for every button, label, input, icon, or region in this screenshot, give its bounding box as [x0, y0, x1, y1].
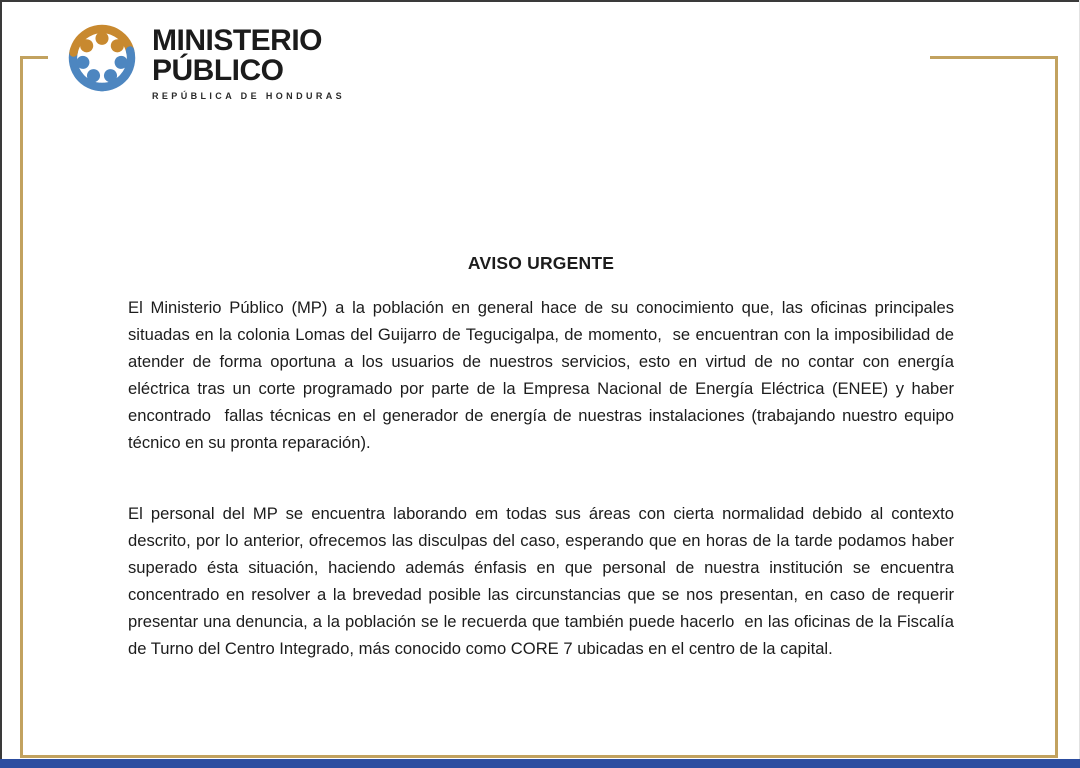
notice-title: AVISO URGENTE: [467, 253, 615, 273]
people-circle-icon: [60, 14, 144, 102]
logo-text-block: [152, 14, 345, 101]
scan-edge-top: [0, 0, 1080, 2]
frame-line-left: [20, 56, 23, 757]
logo-org-name-line1: MINISTERIO: [152, 24, 323, 57]
scan-edge-left: [0, 0, 2, 768]
notice-body: [128, 253, 959, 662]
notice-paragraph-1: El Ministerio Público (MP) a la población en general hace de su conocimiento que, las oficinas principales situadas en la colonia Lomas del Guijarro de Tegucigalpa, de momento, se encuentran con la imposibilidad de atender de forma oportuna a los usuarios de nuestros servicios, esto en virtud de no contar con energía eléctrica tras un corte programado por parte de la Empresa Nacional de Energía Eléctrica (ENEE) y haber encontrado fallas técnicas en el generador de energía de nuestras instalaciones (trabajando nuestro equipo técnico en su pronta reparación).: [128, 298, 959, 452]
footer-blue-bar: [0, 759, 1080, 768]
frame-line-bottom: [20, 755, 1058, 758]
notice-paragraph-2: El personal del MP se encuentra laborando em todas sus áreas con cierta normalidad debido al contexto descrito, por lo anterior, ofrecemos las disculpas del caso, esperando que en horas de la tarde podamos haber superado ésta situación, haciendo además énfasis en que personal de nuestra institución se encuentra concentrado en resolver a la brevedad posible las circunstancias que se nos presentan, en caso de requerir presentar una denuncia, a la población se le recuerda que también puede hacerlo en las oficinas de la Fiscalía de Turno del Centro Integrado, más conocido como CORE 7 ubicadas en el centro de la capital.: [128, 504, 959, 658]
frame-line-top-right: [930, 56, 1058, 59]
logo-country-subtitle: REPÚBLICA DE HONDURAS: [152, 91, 346, 101]
ministerio-publico-logo: [60, 14, 345, 102]
logo-org-name-line2: PÚBLICO: [152, 54, 284, 87]
frame-line-right: [1055, 56, 1058, 757]
frame-line-top-left: [20, 56, 48, 59]
